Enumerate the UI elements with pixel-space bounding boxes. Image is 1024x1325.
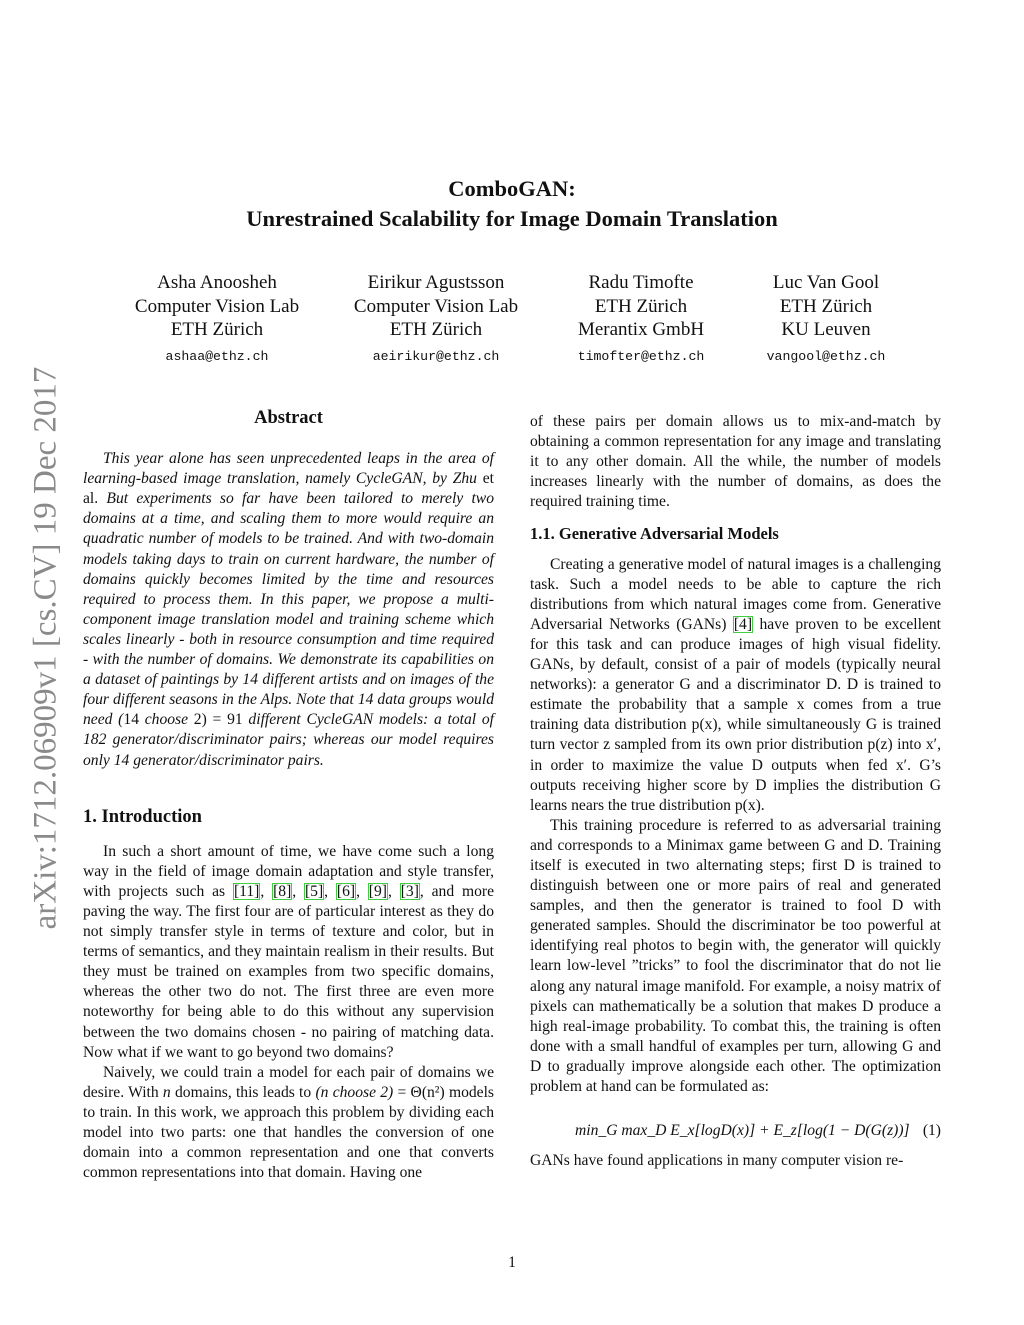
arxiv-sidebar: [24, 348, 68, 948]
author-email: vangool@ethz.ch: [766, 348, 886, 364]
arxiv-id: arXiv:1712.06909v1 [cs.CV] 19 Dec 2017: [27, 366, 64, 930]
author-name: Eirikur Agustsson: [367, 272, 505, 293]
citation-link[interactable]: [3]: [400, 882, 419, 900]
title-line-1: ComboGAN:: [448, 176, 576, 201]
page-number: 1: [508, 1254, 516, 1271]
author-4: [716, 271, 936, 367]
citation-link[interactable]: [8]: [273, 882, 292, 900]
title-line-2: Unrestrained Scalability for Image Domain Translation: [246, 206, 778, 231]
author-email: ashaa@ethz.ch: [165, 348, 269, 364]
author-affiliation: Computer Vision Lab: [353, 295, 519, 317]
paper-title: [0, 174, 1024, 234]
citation-link[interactable]: [4]: [733, 615, 753, 633]
author-affiliation: Merantix GmbH: [577, 319, 705, 340]
intro-paragraph-1: In such a short amount of time, we have come such a long way in the field of image domain adaptation and style transfer, with projects such as [11], [8], [5], [6], [9], [3], and more paving the way. The first four are of particular interest as they do not simply transfer style in terms of texture and color, but in terms of semantics, and they maintain realism in their results. But they must be trained on examples from two specific domains, whereas the other two do not. The first three are even more noteworthy for being able to do this without any supervision between the two domains chosen - no pairing of matching data. Now what if we want to go beyond two domains?: [83, 842, 494, 1061]
gan-paragraph-3: GANs have found applications in many computer vision re-: [530, 1152, 904, 1170]
author-affiliation: Computer Vision Lab: [134, 295, 300, 317]
left-column: [83, 408, 494, 1183]
author-2: [326, 271, 546, 367]
abstract-body: This year alone has seen unprecedented leaps in the area of learning-based image translation, namely CycleGAN, by Zhu et al. But experiments so far have been tailored to merely two domains at a time, and scaling them to more would require an quadratic number of models to be trained. And with two-domain models taking days to train on current hardware, the number of domains quickly becomes limited by the time and resources required to process them. In this paper, we propose a multi-component image translation model and training scheme which scales linearly - both in resource consumption and time required - with the number of domains. We demonstrate its capabilities on a dataset of paintings by 14 different artists and on images of the four different seasons in the Alps. Note that 14 data groups would need (14 choose 2) = 91 different CycleGAN models: a total of 182 generator/discriminator pairs; whereas our model requires only 14 generator/discriminator pairs.: [83, 450, 495, 769]
equation-number: (1): [922, 1122, 941, 1140]
equation-body: min_G max_D E_x[logD(x)] + E_z[log(1 − D(G(z))]: [575, 1122, 910, 1140]
citation-link[interactable]: [11]: [233, 882, 260, 900]
subsection-heading: 1.1. Generative Adversarial Models: [530, 524, 779, 544]
author-email: timofter@ethz.ch: [577, 348, 705, 364]
author-email: aeirikur@ethz.ch: [372, 348, 500, 364]
gan-paragraph-2: This training procedure is referred to as adversarial training and corresponds to a Minimax game between G and D. Training itself is executed in two alternating steps; first D is trained to distinguish between one or more pairs of real and generated samples, and then the generator is trained to fool D with generated samples. Should the discriminator be too powerful at identifying real photos to begin with, the generator will quickly learn low-level ”tricks” to fool the discriminator that do not lie along any natural image manifold. For example, a noisy matrix of pixels can mathematically be a solution that makes D produce a high real-image probability. To combat this, the training is often done with a small handful of examples per turn, allowing G and D to gradually improve alongside each other. The optimization problem at hand can be formulated as:: [530, 816, 941, 1095]
author-name: Radu Timofte: [588, 272, 694, 293]
author-affiliation: ETH Zürich: [779, 295, 873, 317]
right-column: [530, 412, 941, 1171]
author-affiliation: ETH Zürich: [594, 295, 688, 317]
author-name: Luc Van Gool: [772, 272, 880, 293]
citation-link[interactable]: [5]: [304, 882, 324, 900]
citation-link[interactable]: [9]: [368, 882, 387, 900]
author-affiliation: ETH Zürich: [389, 319, 483, 340]
author-affiliation: ETH Zürich: [170, 319, 264, 340]
right-paragraph-0: of these pairs per domain allows us to mix-and-match by obtaining a common representation for any image and translating it to any other domain. All the while, the number of models increases linearly with the number of domains, as does the required training time.: [530, 413, 941, 511]
abstract-heading: Abstract: [254, 408, 323, 428]
author-affiliation: KU Leuven: [781, 319, 871, 340]
introduction-heading: 1. Introduction: [83, 806, 202, 827]
author-name: Asha Anoosheh: [157, 272, 277, 293]
author-1: [107, 271, 327, 367]
intro-paragraph-2: Naively, we could train a model for each pair of domains we desire. With n domains, this leads to (n choose 2) = Θ(n²) models to train. In this work, we approach this problem by dividing each model into two parts: one that handles the conversion of one domain into a common representation and one that converts common representations into that domain. Having one: [83, 1063, 494, 1182]
citation-link[interactable]: [6]: [336, 882, 356, 900]
equation-1: [530, 1117, 941, 1147]
gan-paragraph-1: Creating a generative model of natural images is a challenging task. Such a model needs to be able to capture the rich distributions from which natural images come from. Generative Adversarial Networks (GANs) [4] have proven to be excellent for this task and can produce images of high visual fidelity. GANs, by default, consist of a pair of models (typically neural networks): a generator G and a discriminator D. D is trained to estimate the probability that a sample x comes from a true training data distribution p(x), while simultaneously G is trained turn vector z sampled from its own prior distribution p(z) into x′, in order to maximize the value D outputs when fed x′. G’s outputs receiving higher score by D implies the distribution G learns nears the true distribution p(x).: [530, 555, 941, 814]
